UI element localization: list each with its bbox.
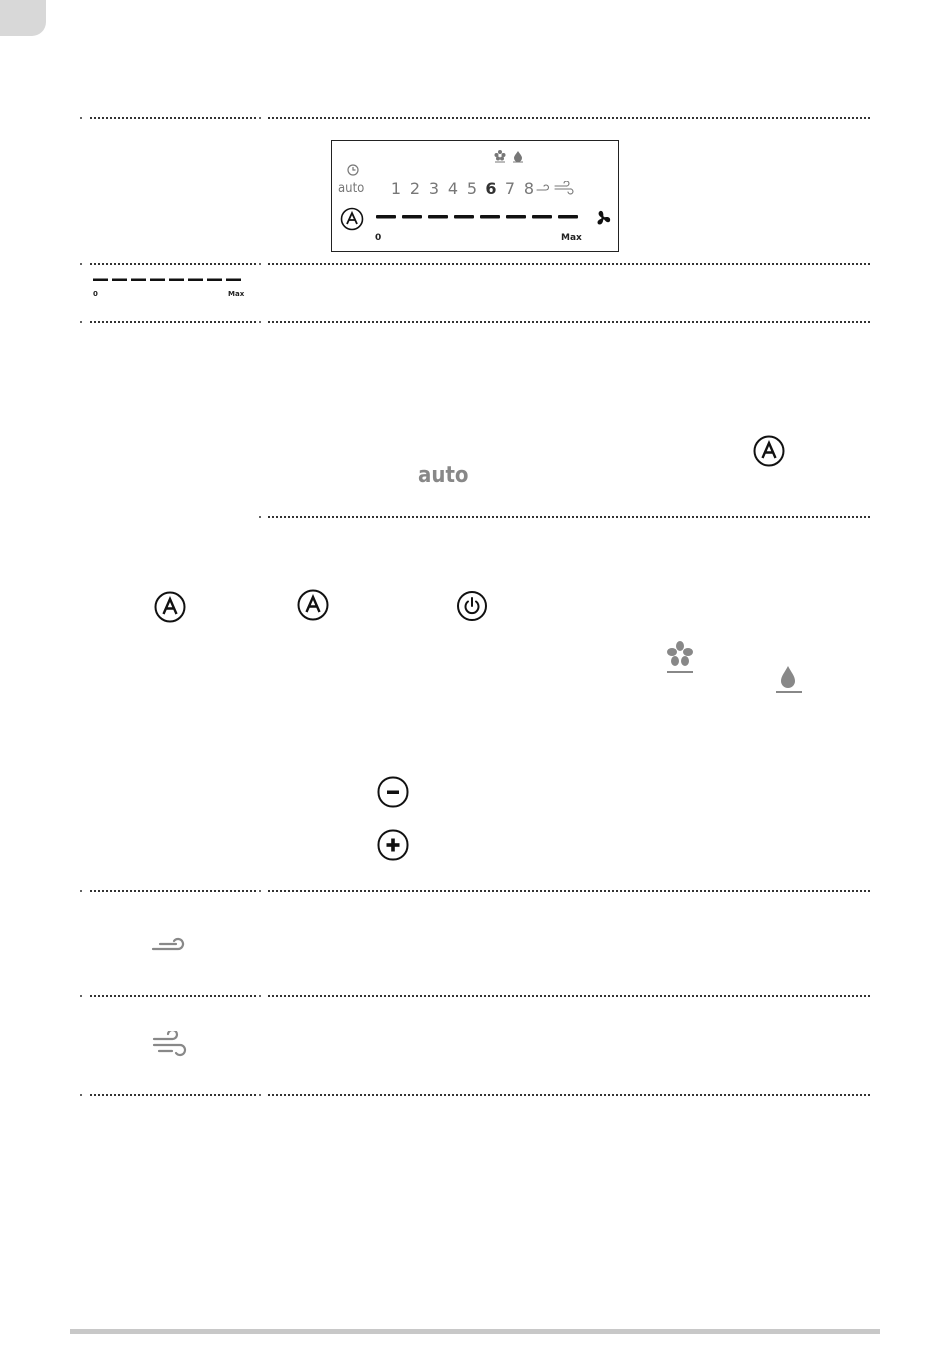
auto-text: auto — [418, 463, 469, 488]
auto-button-icon[interactable] — [340, 207, 364, 231]
wind-strong-icon-small — [555, 181, 573, 194]
speed-bar-segments — [374, 214, 586, 220]
small-speed-bar — [92, 278, 246, 283]
wind-light-icon — [150, 932, 190, 954]
plus-button-icon[interactable] — [377, 829, 409, 861]
scale-min-label: 0 — [375, 233, 382, 243]
control-panel-diagram — [331, 140, 619, 252]
auto-label: auto — [338, 181, 365, 196]
speed-level: 5 — [466, 179, 479, 198]
speed-level: 2 — [409, 179, 422, 198]
wind-strong-icon — [150, 1031, 190, 1061]
auto-button-icon[interactable] — [753, 435, 785, 467]
scale-max-label: Max — [561, 233, 582, 243]
wind-light-icon-small — [537, 185, 549, 190]
filter-grease-indicators — [494, 149, 528, 163]
flower-icon-small — [495, 150, 506, 163]
power-icon[interactable] — [456, 590, 488, 622]
drop-icon — [775, 664, 803, 694]
footer-bar — [70, 1329, 880, 1334]
timer-icon — [346, 163, 360, 177]
speed-level-numbers — [387, 179, 539, 198]
flower-icon — [665, 640, 695, 674]
small-scale-min: 0 — [93, 290, 98, 298]
speed-level: 3 — [428, 179, 441, 198]
wind-icons-small — [535, 181, 575, 195]
drop-icon-small — [513, 151, 523, 163]
speed-level: 7 — [504, 179, 517, 198]
speed-level: 8 — [523, 179, 536, 198]
auto-button-icon[interactable] — [297, 589, 329, 621]
page-corner-tab — [0, 0, 46, 36]
speed-level: 6 — [485, 179, 498, 198]
auto-button-icon[interactable] — [154, 591, 186, 623]
minus-button-icon[interactable] — [377, 776, 409, 808]
speed-level: 4 — [447, 179, 460, 198]
speed-level: 1 — [390, 179, 403, 198]
fan-icon — [594, 209, 612, 227]
small-scale-max: Max — [228, 290, 245, 298]
